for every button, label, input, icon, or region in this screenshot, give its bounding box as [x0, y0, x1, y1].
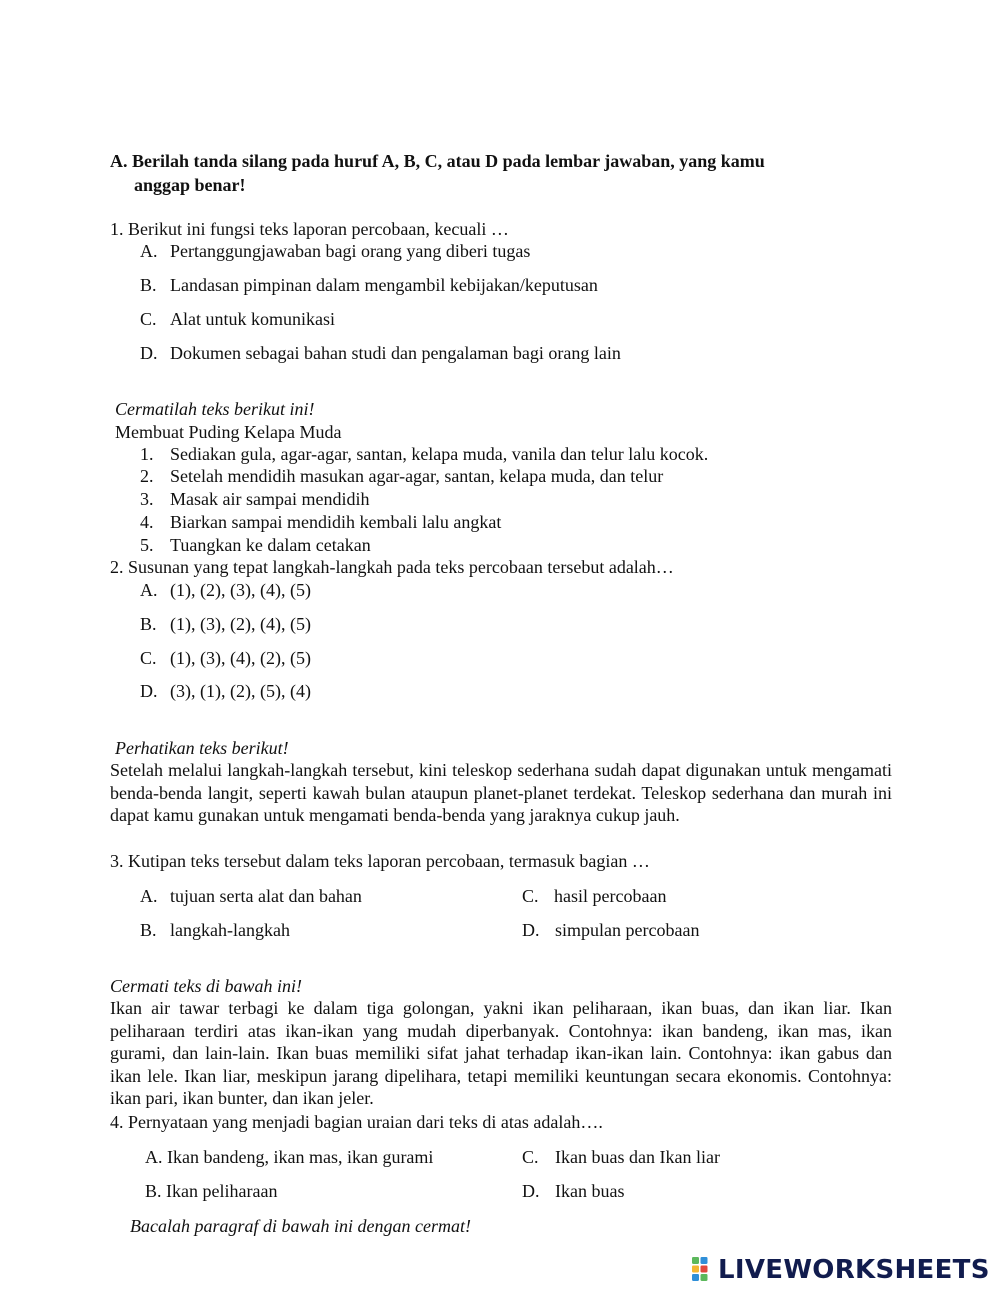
passage2-text: Setelah melalui langkah-langkah tersebut, kini teleskop sederhana sudah dapat digunakan untuk mengamati benda-benda langit, seperti kawah bulan ataupun planet-planet terdekat. Teleskop sederhana dan murah ini dapat kamu gunakan untuk mengamati benda-benda yang jaraknya cukup jauh. [110, 760, 892, 826]
section-instruction-line2: anggap benar! [134, 175, 246, 195]
step-5: 5. Tuangkan ke dalam cetakan [140, 535, 371, 555]
step-4: 4. Biarkan sampai mendidih kembali lalu angkat [140, 512, 502, 532]
q2-option-d: D. (3), (1), (2), (5), (4) [140, 681, 311, 701]
liveworksheets-logo[interactable] [692, 1256, 990, 1284]
q2-option-a: A. (1), (2), (3), (4), (5) [140, 580, 311, 600]
q1-option-b: B. Landasan pimpinan dalam mengambil kebijakan/keputusan [140, 275, 598, 295]
q4-option-b: B. Ikan peliharaan [145, 1181, 278, 1201]
section-instruction-line1: A. Berilah tanda silang pada huruf A, B, C, atau D pada lembar jawaban, yang kamu [110, 151, 765, 171]
step-2: 2. Setelah mendidih masukan agar-agar, santan, kelapa muda, dan telur [140, 466, 664, 486]
q1-option-c: C. Alat untuk komunikasi [140, 309, 335, 329]
passage3-instruction: Cermati teks di bawah ini! [110, 976, 302, 996]
question-3: 3. Kutipan teks tersebut dalam teks laporan percobaan, termasuk bagian … [110, 851, 650, 871]
passage1-title: Membuat Puding Kelapa Muda [115, 422, 342, 442]
q2-option-c: C. (1), (3), (4), (2), (5) [140, 648, 311, 668]
passage4-instruction: Bacalah paragraf di bawah ini dengan cermat! [130, 1216, 471, 1236]
q3-option-b: B. langkah-langkah [140, 920, 290, 940]
passage2-instruction: Perhatikan teks berikut! [115, 738, 289, 758]
q2-option-b: B. (1), (3), (2), (4), (5) [140, 614, 311, 634]
q4-option-a: A. Ikan bandeng, ikan mas, ikan gurami [145, 1147, 434, 1167]
q3-option-c: C. hasil percobaan [522, 886, 667, 906]
q4-option-d: D. Ikan buas [522, 1181, 625, 1201]
passage3-text: Ikan air tawar terbagi ke dalam tiga golongan, yakni ikan peliharaan, ikan buas, dan ikan liar. Ikan peliharaan terdiri atas ikan-ikan yang mudah diperbanyak. Contohnya: ikan bandeng, ikan mas, ikan gurami, dan lain-lain. Ikan buas memiliki sifat jahat terhadap ikan-ikan lain. Contohnya: ikan gabus dan ikan lele. Ikan liar, meskipun jarang dipelihara, tetapi memiliki keuntungan secara ekonomis. Contohnya: ikan pari, ikan bunter, dan ikan jeler. [110, 998, 892, 1109]
question-1: 1. Berikut ini fungsi teks laporan percobaan, kecuali … [110, 219, 509, 239]
question-4: 4. Pernyataan yang menjadi bagian uraian dari teks di atas adalah…. [110, 1112, 603, 1132]
liveworksheets-brand-text: LIVEWORKSHEETS [718, 1255, 990, 1285]
passage1-instruction: Cermatilah teks berikut ini! [115, 399, 315, 419]
q4-option-c: C. Ikan buas dan Ikan liar [522, 1147, 720, 1167]
question-2: 2. Susunan yang tepat langkah-langkah pada teks percobaan tersebut adalah… [110, 557, 674, 577]
step-3: 3. Masak air sampai mendidih [140, 489, 370, 509]
q3-option-a: A. tujuan serta alat dan bahan [140, 886, 362, 906]
q3-option-d: D. simpulan percobaan [522, 920, 700, 940]
q1-option-a: A. Pertanggungjawaban bagi orang yang diberi tugas [140, 241, 531, 261]
step-1: 1. Sediakan gula, agar-agar, santan, kelapa muda, vanila dan telur lalu kocok. [140, 444, 709, 464]
q1-option-d: D. Dokumen sebagai bahan studi dan pengalaman bagi orang lain [140, 343, 621, 363]
liveworksheets-grid-icon [692, 1257, 716, 1283]
